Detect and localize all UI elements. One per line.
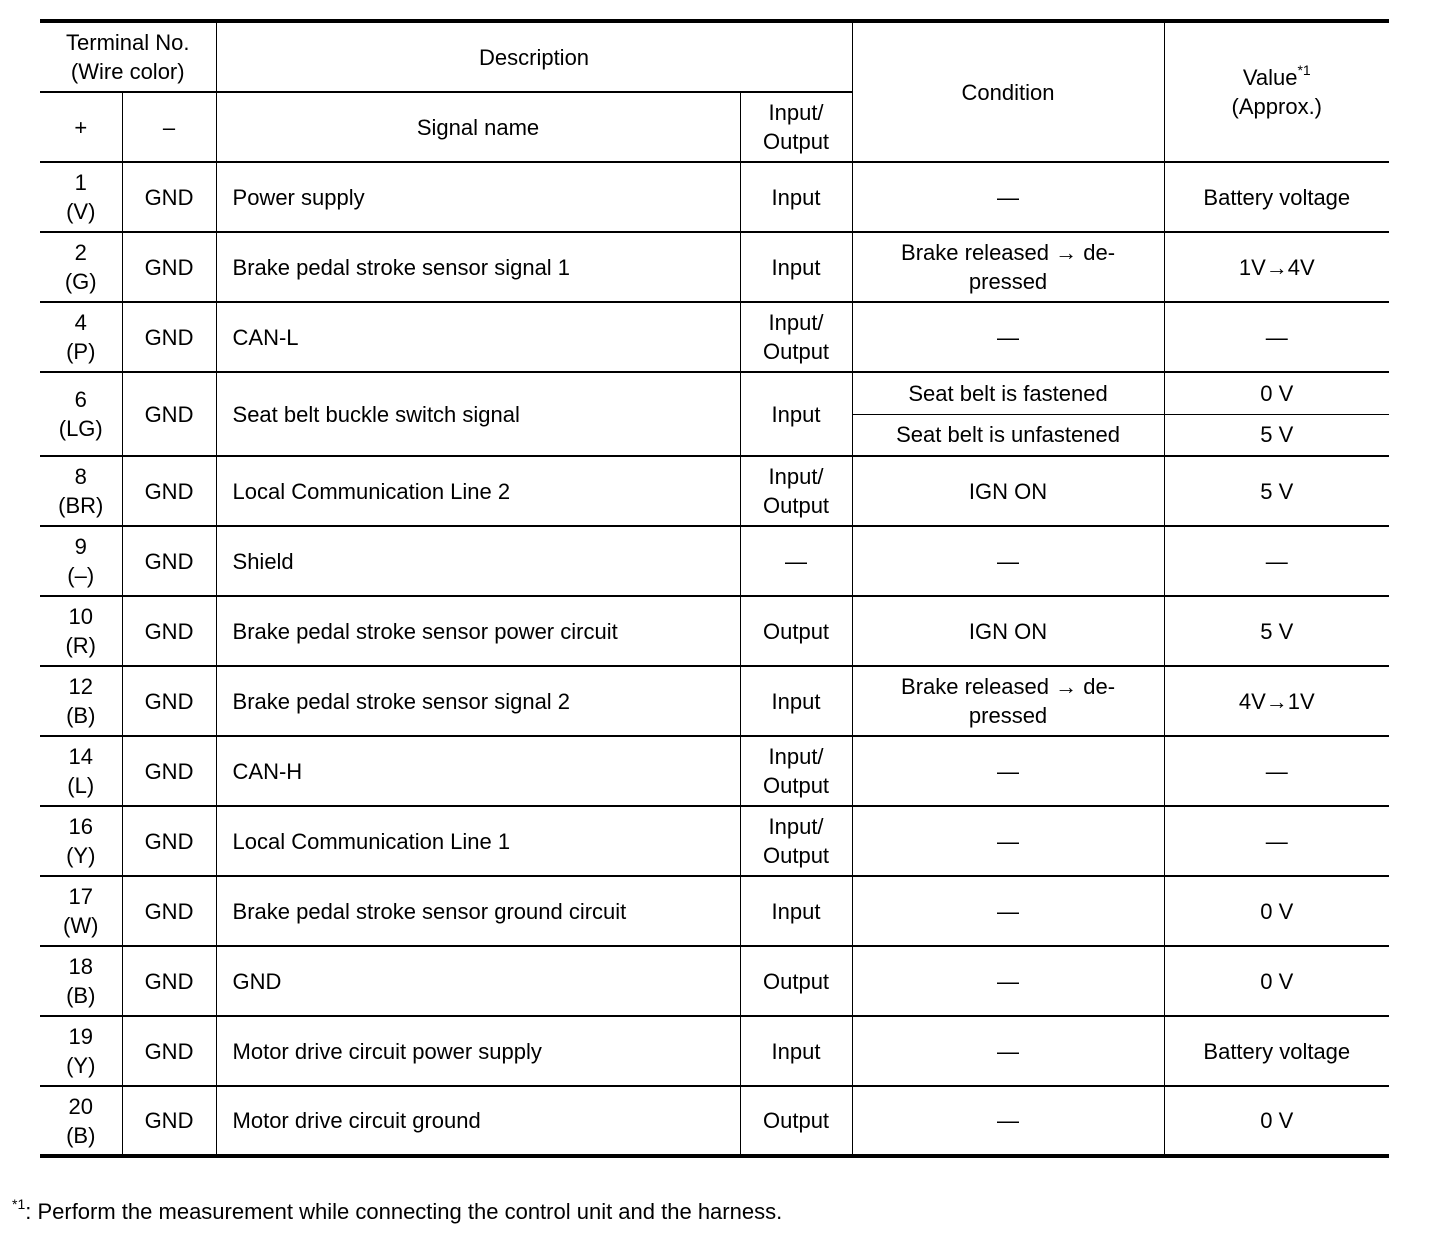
signal-name-cell: Brake pedal stroke sensor signal 1 [216, 232, 740, 302]
footnote-mark: *1 [1297, 61, 1311, 78]
signal-name-cell: Local Communication Line 2 [216, 456, 740, 526]
io-cell: Input [740, 876, 852, 946]
ground-cell: GND [122, 456, 216, 526]
signal-name-cell: Motor drive circuit power supply [216, 1016, 740, 1086]
ground-cell: GND [122, 1086, 216, 1156]
condition-cell: — [852, 1016, 1164, 1086]
signal-name-cell: Motor drive circuit ground [216, 1086, 740, 1156]
value-cell: 4V→1V [1164, 666, 1389, 736]
terminal-cell: 20 (B) [40, 1086, 122, 1156]
condition-header: Condition [852, 21, 1164, 162]
table-row [40, 372, 1389, 414]
table-row [40, 876, 1389, 946]
table-row [40, 736, 1389, 806]
value-cell: 5 V [1164, 456, 1389, 526]
table-row [40, 666, 1389, 736]
ground-cell: GND [122, 526, 216, 596]
io-cell: Input/ Output [740, 736, 852, 806]
terminal-cell: 2 (G) [40, 232, 122, 302]
io-cell: Input/ Output [740, 302, 852, 372]
ground-cell: GND [122, 302, 216, 372]
condition-cell: — [852, 946, 1164, 1016]
footnote [12, 1197, 782, 1227]
signal-name-cell: Local Communication Line 1 [216, 806, 740, 876]
terminal-cell: 4 (P) [40, 302, 122, 372]
signal-name-header: Signal name [216, 92, 740, 162]
table-header [40, 21, 1389, 162]
description-header: Description [216, 21, 852, 92]
ground-cell: GND [122, 596, 216, 666]
value-cell: — [1164, 302, 1389, 372]
footnote-text: : Perform the measurement while connecting the control unit and the harness. [25, 1199, 783, 1224]
condition-cell: Seat belt is unfastened [852, 414, 1164, 456]
terminal-cell: 16 (Y) [40, 806, 122, 876]
ground-cell: GND [122, 372, 216, 456]
value-cell: 0 V [1164, 1086, 1389, 1156]
io-cell: Output [740, 596, 852, 666]
table-row [40, 526, 1389, 596]
minus-terminal-header: – [122, 92, 216, 162]
terminal-cell: 17 (W) [40, 876, 122, 946]
value-cell: 0 V [1164, 946, 1389, 1016]
io-cell: Input/ Output [740, 806, 852, 876]
condition-cell: — [852, 162, 1164, 232]
io-cell: Input [740, 1016, 852, 1086]
terminal-cell: 6 (LG) [40, 372, 122, 456]
terminal-cell: 12 (B) [40, 666, 122, 736]
table-row [40, 946, 1389, 1016]
input-output-header: Input/ Output [740, 92, 852, 162]
terminal-cell: 10 (R) [40, 596, 122, 666]
terminal-table [40, 19, 1389, 1158]
condition-cell: — [852, 1086, 1164, 1156]
condition-cell: — [852, 736, 1164, 806]
footnote-mark: *1 [12, 1195, 26, 1212]
value-cell: — [1164, 806, 1389, 876]
signal-name-cell: CAN-H [216, 736, 740, 806]
ground-cell: GND [122, 876, 216, 946]
value-cell: 0 V [1164, 876, 1389, 946]
table-row [40, 232, 1389, 302]
value-cell: — [1164, 736, 1389, 806]
value-label: Value [1242, 65, 1298, 90]
value-cell: 0 V [1164, 372, 1389, 414]
condition-cell: IGN ON [852, 456, 1164, 526]
ground-cell: GND [122, 1016, 216, 1086]
signal-name-cell: Brake pedal stroke sensor signal 2 [216, 666, 740, 736]
value-cell: 5 V [1164, 414, 1389, 456]
condition-cell: Brake released → de- pressed [852, 666, 1164, 736]
terminal-cell: 9 (–) [40, 526, 122, 596]
table-row [40, 596, 1389, 666]
terminal-cell: 18 (B) [40, 946, 122, 1016]
io-cell: Input [740, 666, 852, 736]
condition-cell: Seat belt is fastened [852, 372, 1164, 414]
table-row [40, 806, 1389, 876]
table-body [40, 162, 1389, 1156]
ground-cell: GND [122, 946, 216, 1016]
terminal-cell: 1 (V) [40, 162, 122, 232]
io-cell: Input/ Output [740, 456, 852, 526]
condition-cell: IGN ON [852, 596, 1164, 666]
table-row [40, 1016, 1389, 1086]
condition-cell: — [852, 806, 1164, 876]
io-cell: Output [740, 946, 852, 1016]
value-approx-label: (Approx.) [1231, 94, 1323, 119]
plus-terminal-header: + [40, 92, 122, 162]
condition-cell: — [852, 302, 1164, 372]
signal-name-cell: Shield [216, 526, 740, 596]
table-row [40, 302, 1389, 372]
value-cell: Battery voltage [1164, 1016, 1389, 1086]
io-cell: — [740, 526, 852, 596]
io-cell: Input [740, 232, 852, 302]
io-cell: Input [740, 372, 852, 456]
terminal-cell: 19 (Y) [40, 1016, 122, 1086]
condition-cell: — [852, 876, 1164, 946]
io-cell: Input [740, 162, 852, 232]
io-cell: Output [740, 1086, 852, 1156]
terminal-no-header: Terminal No. (Wire color) [40, 21, 216, 92]
value-cell: 1V→4V [1164, 232, 1389, 302]
ground-cell: GND [122, 736, 216, 806]
value-header [1164, 21, 1389, 162]
value-cell: — [1164, 526, 1389, 596]
signal-name-cell: Power supply [216, 162, 740, 232]
terminal-cell: 14 (L) [40, 736, 122, 806]
ground-cell: GND [122, 232, 216, 302]
signal-name-cell: Seat belt buckle switch signal [216, 372, 740, 456]
condition-cell: Brake released → de- pressed [852, 232, 1164, 302]
table-row [40, 1086, 1389, 1156]
ground-cell: GND [122, 806, 216, 876]
value-cell: 5 V [1164, 596, 1389, 666]
ground-cell: GND [122, 162, 216, 232]
ground-cell: GND [122, 666, 216, 736]
condition-cell: — [852, 526, 1164, 596]
signal-name-cell: Brake pedal stroke sensor ground circuit [216, 876, 740, 946]
table-row [40, 162, 1389, 232]
signal-name-cell: CAN-L [216, 302, 740, 372]
signal-name-cell: GND [216, 946, 740, 1016]
table-row [40, 456, 1389, 526]
terminal-cell: 8 (BR) [40, 456, 122, 526]
signal-name-cell: Brake pedal stroke sensor power circuit [216, 596, 740, 666]
value-cell: Battery voltage [1164, 162, 1389, 232]
